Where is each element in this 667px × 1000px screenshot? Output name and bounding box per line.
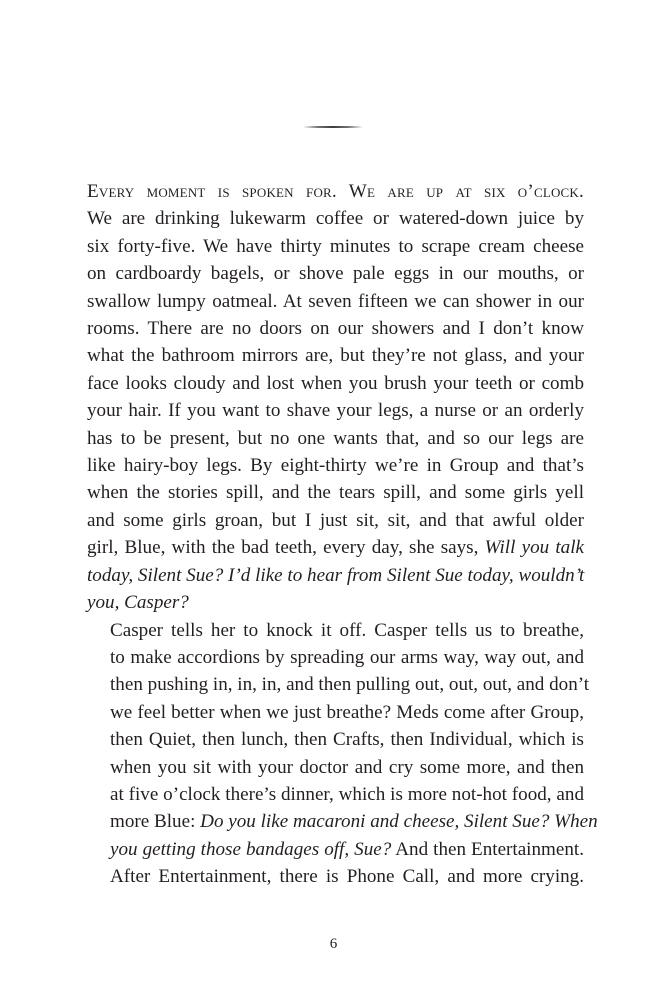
body-text — [87, 178, 598, 891]
text-line — [87, 836, 584, 863]
text-line: Casper tells her to knock it off. Casper tells us to breathe, — [110, 619, 584, 641]
text-segment: girl, Blue, with the bad teeth, every day, she says, — [87, 537, 479, 559]
text-line — [87, 534, 584, 561]
text-segment: And then Entertainment. — [395, 838, 584, 860]
text-line: has to be present, but no one wants that, and so our legs are — [87, 427, 584, 449]
text-line: when the stories spill, and the tears spill, and some girls yell — [87, 482, 584, 504]
text-line: we feel better when we just breathe? Meds come after Group, — [110, 701, 584, 723]
text-line: what the bathroom mirrors are, but they’re not glass, and your — [87, 345, 584, 367]
text-line: and some girls groan, but I just sit, sit, and that awful older — [87, 509, 584, 531]
section-divider-ornament — [303, 125, 363, 129]
text-line: when you sit with your doctor and cry some more, and then — [110, 756, 584, 778]
text-line: face looks cloudy and lost when you brush your teeth or comb — [87, 372, 584, 394]
text-line: on cardboardy bagels, or shove pale eggs in our mouths, or — [87, 263, 584, 285]
text-line: then pushing in, in, in, and then pulling out, out, out, and don’t — [110, 674, 590, 696]
text-segment: more Blue: — [110, 811, 196, 833]
paragraph-2 — [87, 617, 598, 891]
text-line: at five o’clock there’s dinner, which is more not-hot food, and — [110, 783, 584, 805]
text-line: swallow lumpy oatmeal. At seven fifteen we can shower in our — [87, 290, 584, 312]
text-line: Every moment is spoken for. We are up at six o’clock. — [87, 181, 584, 202]
text-line: your hair. If you want to shave your legs, a nurse or an orderly — [87, 400, 584, 422]
italic-dialogue: you getting those bandages off, Sue? — [110, 838, 392, 860]
paragraph-1 — [87, 178, 584, 617]
text-line — [87, 589, 584, 616]
text-line: then Quiet, then lunch, then Crafts, then Individual, which is — [110, 729, 584, 751]
page-number: 6 — [329, 936, 338, 952]
italic-dialogue: Do you like macaroni and cheese, Silent Sue? When — [200, 811, 598, 833]
text-line: rooms. There are no doors on our showers and I don’t know — [87, 318, 584, 340]
text-line — [87, 808, 598, 835]
italic-dialogue: Will you talk — [484, 537, 585, 559]
text-line — [87, 562, 584, 589]
italic-dialogue: you, Casper? — [87, 592, 189, 614]
italic-dialogue: today, Silent Sue? I’d like to hear from Silent Sue today, wouldn’t — [87, 564, 585, 586]
text-line: six forty-five. We have thirty minutes to scrape cream cheese — [87, 235, 584, 257]
text-line: After Entertainment, there is Phone Call, and more crying. — [110, 866, 584, 888]
text-line: like hairy-boy legs. By eight-thirty we’re in Group and that’s — [87, 455, 584, 477]
text-line: We are drinking lukewarm coffee or watered-down juice by — [87, 208, 584, 230]
text-line: to make accordions by spreading our arms way, way out, and — [110, 646, 584, 668]
